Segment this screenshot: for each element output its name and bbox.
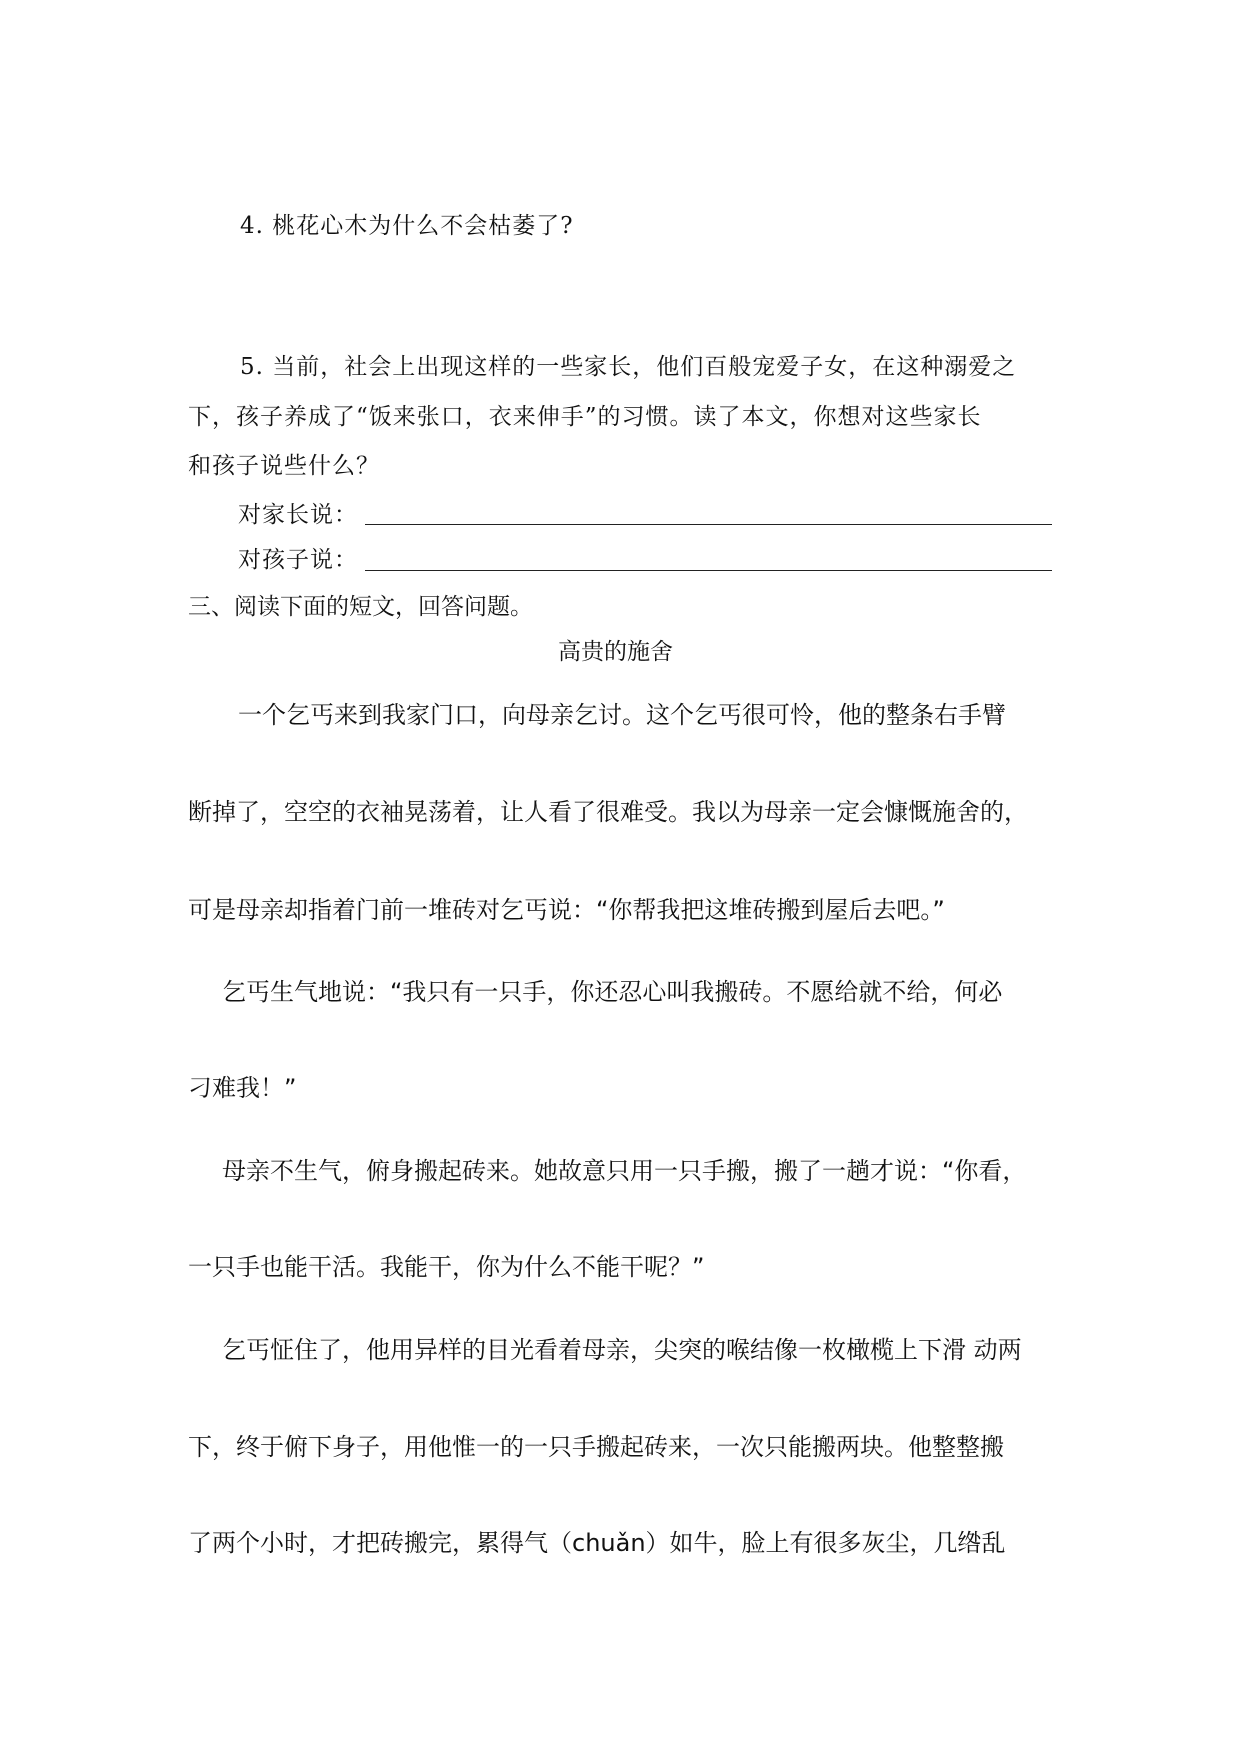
question-5-line-2: 下，孩子养成了“饭来张口，衣来伸手”的习惯。读了本文，你想对这些家长 bbox=[188, 404, 982, 430]
answer-to-parents-label: 对家长说： bbox=[238, 502, 358, 528]
passage-line: 母亲不生气，俯身搬起砖来。她故意只用一只手搬，搬了一趟才说：“你看， bbox=[222, 1157, 1027, 1185]
answer-to-children-line[interactable] bbox=[365, 570, 1052, 571]
passage-line: 下，终于俯下身子，用他惟一的一只手搬起砖来，一次只能搬两块。他整整搬 bbox=[188, 1433, 1004, 1461]
question-5-line-3: 和孩子说些什么？ bbox=[188, 453, 380, 479]
question-5-line-1: 5. 当前，社会上出现这样的一些家长，他们百般宠爱子女，在这种溺爱之 bbox=[240, 354, 1017, 380]
passage-line: 一只手也能干活。我能干，你为什么不能干呢？” bbox=[188, 1253, 705, 1281]
passage-line: 了两个小时，才把砖搬完，累得气（chuǎn）如牛，脸上有很多灰尘，几绺乱 bbox=[188, 1529, 1006, 1557]
answer-to-children-label: 对孩子说： bbox=[238, 547, 358, 573]
passage-line: 可是母亲却指着门前一堆砖对乞丐说：“你帮我把这堆砖搬到屋后去吧。” bbox=[188, 896, 945, 924]
passage-line: 断掉了，空空的衣袖晃荡着，让人看了很难受。我以为母亲一定会慷慨施舍的， bbox=[188, 798, 1028, 826]
passage-line: 乞丐怔住了，他用异样的目光看着母亲，尖突的喉结像一枚橄榄上下滑 动两 bbox=[222, 1336, 1022, 1364]
passage-line: 一个乞丐来到我家门口，向母亲乞讨。这个乞丐很可怜，他的整条右手臂 bbox=[238, 701, 1006, 729]
passage-line: 乞丐生气地说：“我只有一只手，你还忍心叫我搬砖。不愿给就不给，何必 bbox=[222, 978, 1003, 1006]
passage-title: 高贵的施舍 bbox=[558, 639, 673, 665]
answer-to-parents-line[interactable] bbox=[365, 524, 1052, 525]
section-3-heading: 三、阅读下面的短文，回答问题。 bbox=[188, 594, 533, 620]
passage-line: 刁难我！” bbox=[188, 1074, 297, 1102]
question-4: 4. 桃花心木为什么不会枯萎了? bbox=[240, 213, 574, 239]
